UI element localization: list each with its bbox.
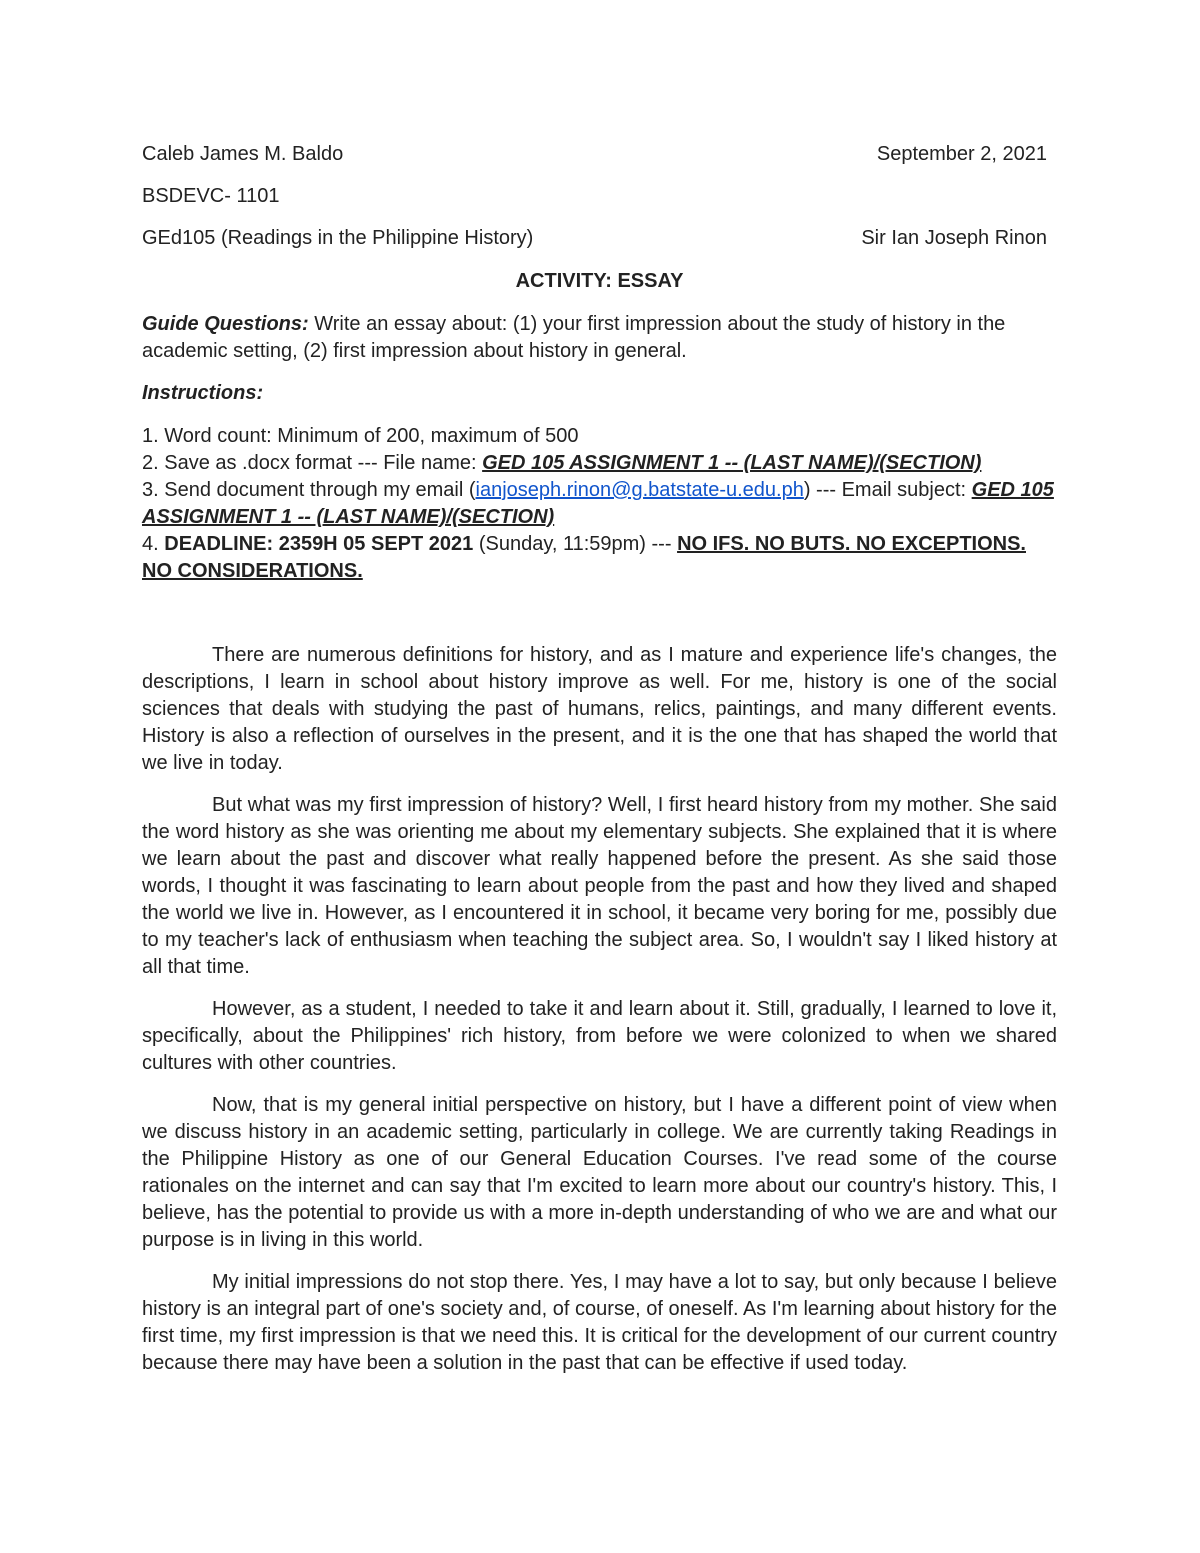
- deadline-text: DEADLINE: 2359H 05 SEPT 2021: [164, 533, 474, 555]
- essay-paragraph: There are numerous definitions for history, and as I mature and experience life's changes, the descriptions, I learn in school about history improve as well. For me, history is one of the social sciences that deals with studying the past of humans, relics, paintings, and many different events. History is also a reflection of ourselves in the present, and it is the one that has shaped the world that we live in today.: [142, 644, 1057, 774]
- essay-paragraph: Now, that is my general initial perspective on history, but I have a different point of view when we discuss history in an academic setting, particularly in college. We are currently taking Readings in the Philippine History as one of our General Education Courses. I've read some of the course rationales on the internet and can say that I'm excited to learn more about our country's history. This, I believe, has the potential to provide us with a more in-depth understanding of who we are and what our purpose is in living in this world.: [142, 1094, 1057, 1251]
- email-subject-format: GED 105 ASSIGNMENT 1 -- (LAST NAME)/(SECTION): [142, 479, 1054, 528]
- instruction-item-1: 1. Word count: Minimum of 200, maximum of 500: [142, 425, 579, 447]
- student-section: BSDEVC- 1101: [142, 185, 280, 207]
- essay-paragraph: But what was my first impression of history? Well, I first heard history from my mother. She said the word history as she was orienting me about my elementary subjects. She explained that it is where we learn about the past and discover what really happened before the present. As she said those words, I thought it was fascinating to learn about people from the past and how they lived and shaped the world we live in. However, as I encountered it in school, it became very boring for me, possibly due to my teacher's lack of enthusiasm when teaching the subject area. So, I wouldn't say I liked history at all that time.: [142, 794, 1057, 978]
- header-row-3: [142, 225, 1047, 252]
- instructions-heading: Instructions:: [142, 382, 264, 404]
- instructions-list: [142, 423, 1057, 585]
- instruction-item-2: [142, 450, 1057, 477]
- course-name: GEd105 (Readings in the Philippine History): [142, 227, 534, 249]
- instruction-item-4-num: 4.: [142, 533, 165, 555]
- file-name-format: GED 105 ASSIGNMENT 1 -- (LAST NAME)/(SECTION): [482, 452, 982, 474]
- instruction-item-3-text: 3. Send document through my email (: [142, 479, 476, 501]
- header-row-2: [142, 183, 1047, 210]
- instructor-name: Sir Ian Joseph Rinon: [861, 227, 1047, 249]
- essay-paragraph: My initial impressions do not stop there. Yes, I may have a lot to say, but only because I believe history is an integral part of one's society and, of course, of oneself. As I'm learning about history for the first time, my first impression is that we need this. It is critical for the development of our current country because there may have been a solution in the past that can be effective if used today.: [142, 1271, 1057, 1374]
- guide-label: Guide Questions:: [142, 313, 309, 335]
- document-date: September 2, 2021: [876, 143, 1047, 165]
- instruction-item-4: [142, 531, 1057, 585]
- deadline-warning: NO IFS. NO BUTS. NO EXCEPTIONS. NO CONSIDERATIONS.: [142, 533, 1026, 582]
- header-row-1: [142, 141, 1047, 168]
- instruction-item-3: [142, 477, 1057, 531]
- student-name: Caleb James M. Baldo: [142, 143, 344, 165]
- activity-title: ACTIVITY: ESSAY: [515, 270, 684, 292]
- email-link[interactable]: ianjoseph.rinon@g.batstate-u.edu.ph: [475, 479, 804, 501]
- essay-body: [142, 642, 1057, 1392]
- guide-text: Write an essay about: (1) your first impression about the study of history in the academic setting, (2) first impression about history in general.: [142, 313, 1006, 362]
- instruction-item-3-mid: ) --- Email subject:: [803, 479, 972, 501]
- deadline-detail: (Sunday, 11:59pm) ---: [473, 533, 678, 555]
- instruction-item-2-text: 2. Save as .docx format --- File name:: [142, 452, 483, 474]
- essay-paragraph: However, as a student, I needed to take it and learn about it. Still, gradually, I learned to love it, specifically, about the Philippines' rich history, from before we were colonized to when we shared cultures with other countries.: [142, 998, 1057, 1074]
- guide-questions: [142, 311, 1057, 365]
